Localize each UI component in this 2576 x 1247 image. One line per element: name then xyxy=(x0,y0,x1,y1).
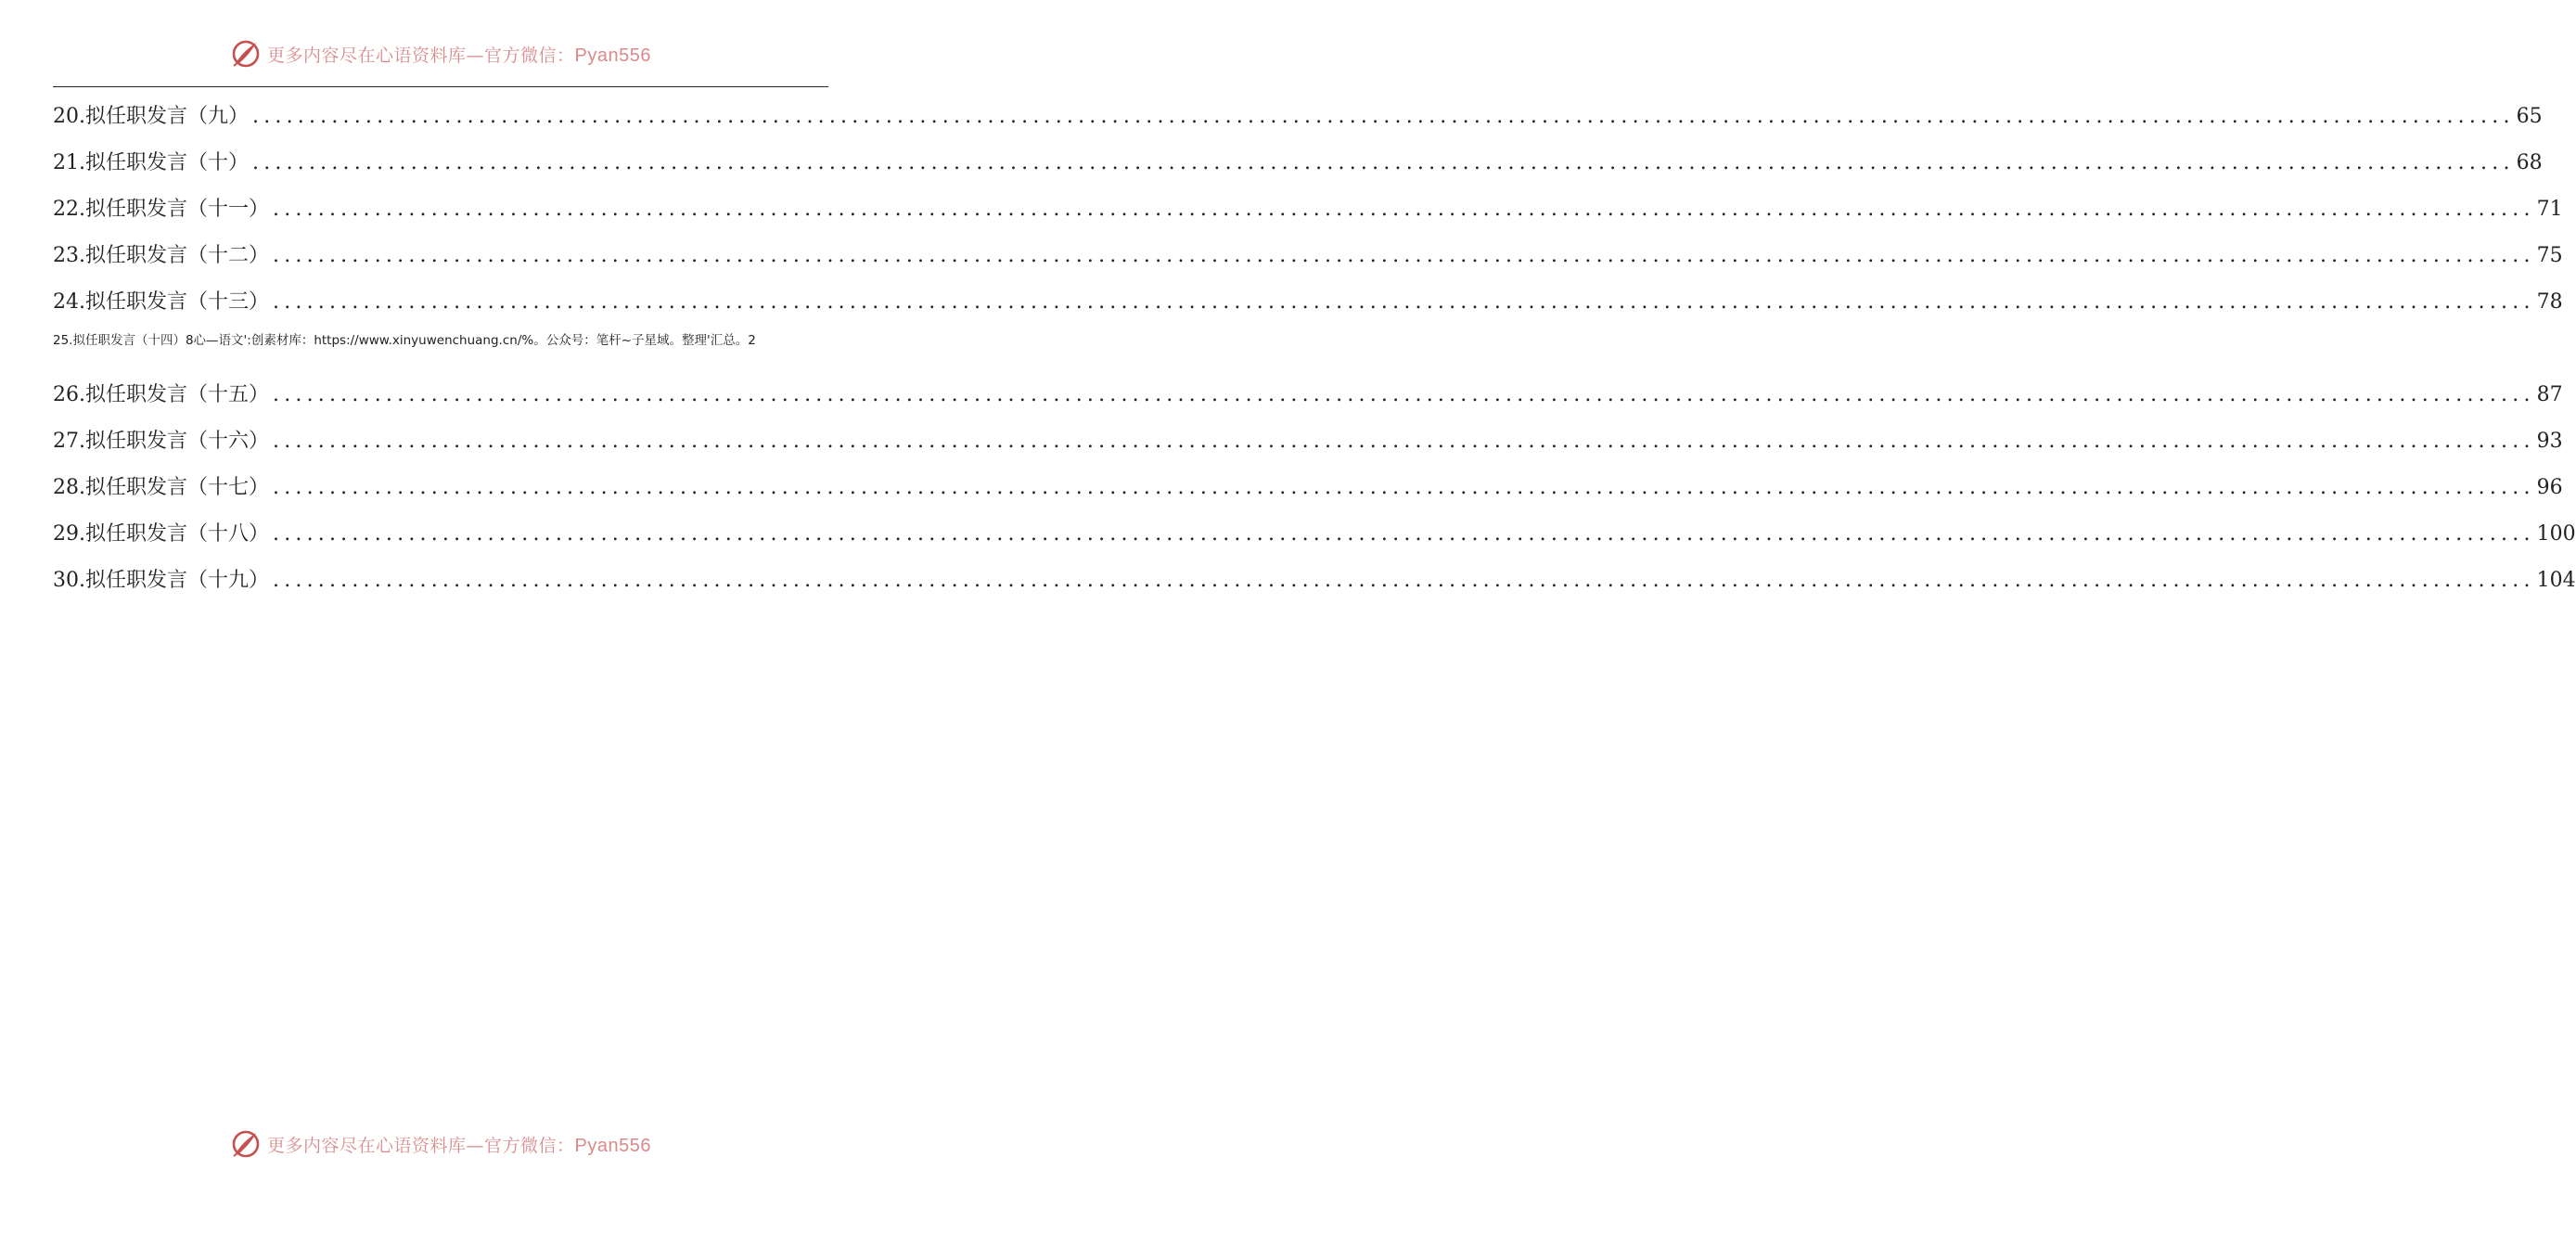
toc-entry-page: 100 xyxy=(2536,522,2576,546)
toc-leader-dots: ........................................................................................................................................................................................................ xyxy=(273,569,2535,592)
toc-entry-title: 22.拟任职发言（十一） xyxy=(53,198,269,221)
header-wechat-id: Pyan556 xyxy=(574,45,651,66)
toc-entry-title: 26.拟任职发言（十五） xyxy=(53,383,269,406)
footer-banner xyxy=(0,1125,881,1163)
toc-entry-title: 29.拟任职发言（十八） xyxy=(53,522,269,546)
header-banner xyxy=(0,35,881,72)
toc-entry-page: 104 xyxy=(2536,569,2576,592)
toc-entry-title: 27.拟任职发言（十六） xyxy=(53,430,269,453)
toc-entry-title: 28.拟任职发言（十七） xyxy=(53,476,269,499)
toc-entry-page: 93 xyxy=(2536,430,2563,453)
toc-note-line: 25.拟任职发言（十四）8心—语文':创素材库：https://www.xinyuwenchuang.cn/%。公众号：笔杆~子星域。整理'汇总。2 xyxy=(53,333,756,348)
toc-group-after xyxy=(53,375,2576,607)
toc-entry[interactable] xyxy=(53,421,2563,468)
pen-logo-icon xyxy=(230,1128,262,1160)
toc-entry-page: 71 xyxy=(2536,198,2563,221)
toc-entry-title: 30.拟任职发言（十九） xyxy=(53,569,269,592)
toc-entry-page: 65 xyxy=(2516,105,2543,128)
toc-leader-dots: ........................................................................................................................................................................................................ xyxy=(273,430,2535,453)
toc-entry[interactable] xyxy=(53,189,2563,236)
header-banner-content xyxy=(230,38,651,70)
toc-group-before xyxy=(53,96,2563,328)
toc-entry-title: 20.拟任职发言（九） xyxy=(53,105,249,128)
toc-entry[interactable] xyxy=(53,143,2543,189)
toc-leader-dots: ........................................................................................................................................................................................................ xyxy=(252,105,2515,128)
toc-entry-page: 75 xyxy=(2536,244,2563,267)
toc-leader-dots: ........................................................................................................................................................................................................ xyxy=(252,151,2515,174)
toc-leader-dots: ........................................................................................................................................................................................................ xyxy=(273,198,2535,221)
footer-banner-text: 更多内容尽在心语资料库—官方微信：Pyan556 xyxy=(267,1135,651,1156)
header-banner-text: 更多内容尽在心语资料库—官方微信：Pyan556 xyxy=(267,45,651,66)
toc-leader-dots: ........................................................................................................................................................................................................ xyxy=(273,522,2535,546)
toc-entry[interactable] xyxy=(53,236,2563,282)
table-of-contents xyxy=(53,96,2576,607)
toc-entry-page: 68 xyxy=(2516,151,2543,174)
toc-entry[interactable] xyxy=(53,282,2563,328)
toc-entry-title: 24.拟任职发言（十三） xyxy=(53,290,269,314)
toc-leader-dots: ........................................................................................................................................................................................................ xyxy=(273,383,2535,406)
toc-leader-dots: ........................................................................................................................................................................................................ xyxy=(273,290,2535,314)
toc-entry[interactable] xyxy=(53,375,2563,421)
toc-entry[interactable] xyxy=(53,560,2576,607)
footer-wechat-id: Pyan556 xyxy=(574,1135,651,1156)
toc-entry-page: 87 xyxy=(2536,383,2563,406)
toc-entry-page: 78 xyxy=(2536,290,2563,314)
footer-banner-content xyxy=(230,1128,651,1160)
toc-entry-title: 21.拟任职发言（十） xyxy=(53,151,249,174)
pen-logo-icon xyxy=(230,38,262,70)
toc-entry[interactable] xyxy=(53,514,2576,560)
toc-leader-dots: ........................................................................................................................................................................................................ xyxy=(273,476,2535,499)
header-divider xyxy=(53,86,828,87)
toc-entry-page: 96 xyxy=(2536,476,2563,499)
toc-entry-title: 23.拟任职发言（十二） xyxy=(53,244,269,267)
toc-entry[interactable] xyxy=(53,96,2543,143)
toc-leader-dots: ........................................................................................................................................................................................................ xyxy=(273,244,2535,267)
toc-entry[interactable] xyxy=(53,468,2563,514)
